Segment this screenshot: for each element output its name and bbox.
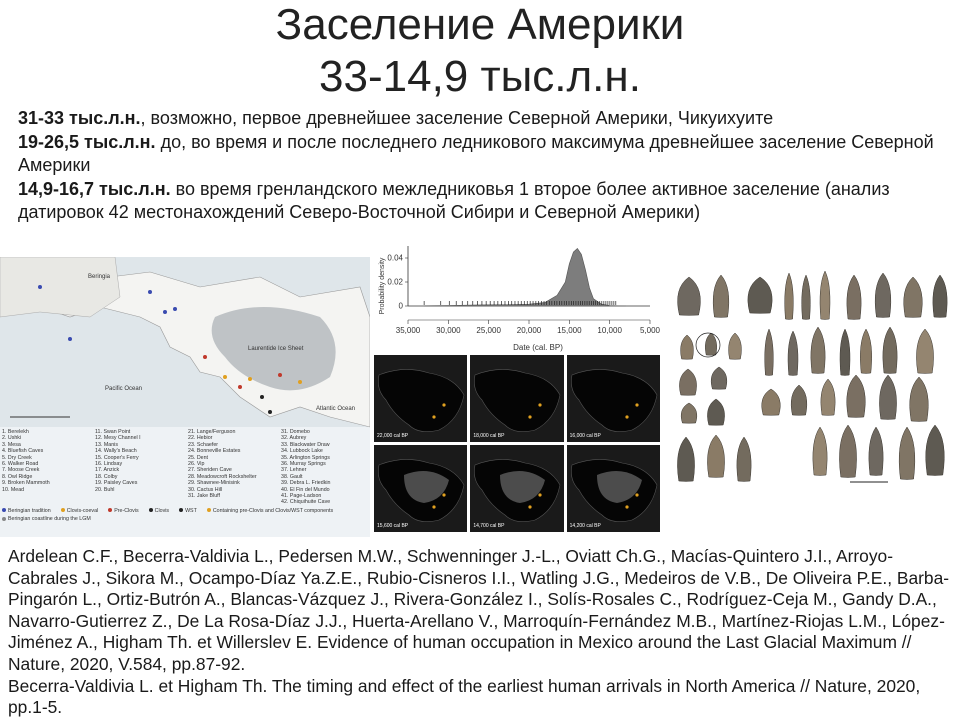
legend-symbol-item (207, 508, 333, 514)
legend-marker-icon (207, 508, 211, 512)
reference-1: Ardelean C.F., Becerra-Valdivia L., Pedersen M.W., Schwenninger J.-L., Oviatt Ch.G., Macías-Quintero J.I., Arroyo-Cabrales J., Sikora M., Ocampo-Díaz Ya.Z.E., Rubio-Cisneros I.I., Watling J.G., Medeiros de V.B., De Oliveira P.E., Barba-Pingarón L., Ortiz-Butrón A., Blancas-Vázquez J., Rivera-González I., Solís-Rosales C., Rodríguez-Ceja M., Gandy D.A., Navarro-Gutierrez Z., De La Rosa-Díaz J.J., Huerta-Arellano V., Marroquín-Fernández M.B., Martínez-Riojas L.M., López-Jiménez A., Higham Th. et Willerslev E. Evidence of human occupation in Mexico around the Last Glacial Maximum // Nature, 2020, V.584, pp.87-92. (8, 546, 950, 674)
site-marker (68, 337, 72, 341)
legend-column (281, 429, 368, 506)
legend-symbol-item (2, 516, 91, 522)
atlantic-label: Atlantic Ocean (316, 406, 356, 412)
x-tick-label: 20,000 (516, 326, 542, 335)
legend-site: 39. Debra L. Friedkin (281, 480, 331, 487)
legend-marker-icon (108, 508, 112, 512)
stone-tool-artifact (707, 399, 724, 425)
site-dot (432, 505, 435, 508)
legend-symbols (2, 508, 368, 523)
legend-marker-icon (2, 517, 6, 521)
y-axis-label: Probability density (379, 257, 386, 315)
stone-tool-artifact (904, 277, 923, 317)
legend-site: 31. Domebo (281, 429, 310, 435)
y-tick-label: 0 (398, 301, 403, 311)
stone-tool-artifact (785, 273, 794, 319)
legend-site: 13. Manis (95, 441, 118, 448)
density-area (424, 248, 626, 306)
stone-tool-artifact (729, 333, 742, 359)
legend-site: 3. Mesa (2, 441, 21, 448)
x-tick-label: 25,000 (476, 326, 501, 335)
period-map-label: 22,000 cal BP (377, 433, 409, 439)
site-marker (173, 307, 177, 311)
slide-title: Заселение Америки (275, 0, 685, 49)
stone-tool-artifact (788, 331, 798, 375)
legend-site: 24. Bonneville Estates (188, 448, 241, 455)
site-dot (539, 493, 542, 496)
site-dot (442, 403, 445, 406)
y-tick-label: 0.02 (387, 277, 403, 287)
legend-site: 31. Jake Bluff (188, 493, 220, 500)
stone-tools-image (668, 267, 958, 499)
legend-marker-icon (179, 508, 183, 512)
stone-tool-artifact (762, 389, 781, 415)
legend-site: 22. Hebior (188, 435, 213, 442)
stone-tool-artifact (681, 403, 697, 423)
legend-site: 9. Broken Mammoth (2, 480, 50, 487)
beringia-area (0, 257, 120, 317)
site-dot (625, 415, 628, 418)
site-marker (238, 385, 242, 389)
stone-tool-artifact (813, 427, 827, 475)
period-map-image (374, 445, 467, 532)
legend-symbol-item (179, 508, 197, 514)
site-marker (298, 380, 302, 384)
legend-site: 35. Arlington Springs (281, 454, 330, 461)
stone-tool-artifact (839, 425, 856, 478)
site-dot (432, 415, 435, 418)
legend-site: 4. Bluefish Caves (2, 448, 44, 455)
legend-site: 20. Buhl (95, 486, 115, 493)
legend-symbol-item (2, 508, 51, 514)
site-marker (148, 290, 152, 294)
six-maps-grid (374, 355, 660, 532)
stone-tool-artifact (875, 273, 891, 317)
stone-tool-artifact (737, 437, 751, 481)
legend-symbol-label: Pre-Clovis (114, 507, 139, 514)
x-tick-label: 5,000 (639, 326, 660, 335)
stone-tool-artifact (869, 427, 883, 475)
paragraph-1 (18, 107, 948, 131)
legend-site: 27. Sheriden Cave (188, 467, 232, 474)
stone-tool-artifact (802, 275, 811, 319)
legend-marker-icon (61, 508, 65, 512)
legend-site: 5. Dry Creek (2, 454, 32, 461)
stone-tool-artifact (879, 375, 896, 419)
x-tick-label: 15,000 (557, 326, 582, 335)
paragraph-3-text: во время гренландского межледниковья 1 второе более активное заселение (анализ датировок 42 местонахождений Северо-Восточной Сибири и Северной Америки) (18, 178, 890, 222)
pacific-label: Pacific Ocean (105, 386, 143, 392)
legend-site: 7. Moose Creek (2, 467, 40, 474)
legend-marker-icon (2, 508, 6, 512)
legend-site: 1. Berelekh (2, 429, 29, 435)
site-marker (260, 395, 264, 399)
date-range-2: 19-26,5 тыс.л.н. (18, 131, 156, 152)
site-dot (539, 403, 542, 406)
period-map (567, 445, 660, 532)
paragraph-3 (18, 178, 948, 225)
date-range-1: 31-33 тыс.л.н. (18, 108, 141, 128)
paragraph-2 (18, 131, 948, 178)
x-tick-label: 35,000 (395, 326, 421, 335)
stone-tool-artifact (860, 329, 871, 373)
legend-column (188, 429, 275, 506)
site-dot (442, 493, 445, 496)
site-marker (163, 310, 167, 314)
legend-symbol-label: WST (185, 507, 197, 514)
site-marker (203, 355, 207, 359)
continent-shape (571, 369, 657, 431)
period-map-image (470, 355, 563, 442)
beringia-label: Beringia (88, 274, 111, 280)
period-map-image (567, 355, 660, 442)
site-marker (223, 375, 227, 379)
legend-site: 19. Paisley Caves (95, 480, 138, 487)
legend-site: 23. Schaefer (188, 441, 219, 448)
site-dot (635, 493, 638, 496)
legend-column (95, 429, 182, 506)
continent-shape (378, 369, 464, 431)
stone-tool-artifact (840, 329, 850, 375)
legend-symbol-label: Clovis (154, 507, 170, 514)
legend-site: 21. Lange/Ferguson (188, 429, 236, 435)
legend-site: 33. Blackwater Draw (281, 441, 330, 448)
period-map-label: 18,000 cal BP (473, 433, 505, 439)
stone-tool-artifact (791, 385, 807, 415)
stone-tool-artifact (707, 435, 724, 477)
legend-symbol-label: Beringian coastline during the LGM (8, 516, 91, 523)
legend-symbol-label: Clovis-coeval (66, 507, 99, 514)
map-legend (2, 429, 368, 535)
legend-symbol-label: Containing pre-Clovis and Clovis/WST components (212, 507, 334, 514)
period-map-label: 14,200 cal BP (569, 523, 601, 529)
stone-tool-artifact (713, 275, 729, 317)
period-map (374, 445, 467, 532)
stone-tools-figure (668, 267, 958, 499)
references (8, 546, 953, 719)
site-marker (268, 410, 272, 414)
legend-site: 34. Lubbock Lake (281, 448, 323, 455)
body-text (18, 107, 948, 225)
legend-marker-icon (149, 508, 153, 512)
legend-site: 18. Colby (95, 473, 118, 480)
probability-chart-figure (372, 238, 660, 355)
legend-site: 2. Ushki (2, 435, 22, 442)
continent-shape (475, 369, 561, 431)
legend-site: 38. Gault (281, 473, 303, 480)
site-dot (529, 415, 532, 418)
site-marker (248, 377, 252, 381)
paragraph-2-text: до, во время и после последнего ледникового максимума древнейшее заселение Северной Америки (18, 131, 934, 175)
legend-site: 41. Page-Ladson (281, 493, 322, 500)
stone-tool-artifact (821, 379, 835, 415)
legend-site: 30. Cactus Hill (188, 486, 223, 493)
legend-site: 32. Aubrey (281, 435, 307, 442)
stone-tool-artifact (678, 277, 701, 315)
reference-2: Becerra-Valdivia L. et Higham Th. The timing and effect of the earliest human arrivals in North America // Nature, 2020, pp.1-5. (8, 675, 921, 718)
stone-tool-artifact (847, 275, 861, 319)
legend-site: 11. Swan Point (95, 429, 131, 435)
period-map-label: 14,700 cal BP (473, 523, 505, 529)
legend-site: 26. Vip (188, 461, 205, 468)
legend-site: 10. Mead (2, 486, 25, 493)
legend-site: 14. Wally's Beach (95, 448, 137, 455)
stone-tool-artifact (883, 327, 897, 373)
probability-density-chart (372, 238, 660, 355)
period-map (567, 355, 660, 442)
stone-tool-artifact (711, 367, 727, 389)
stone-tool-artifact (820, 271, 830, 319)
legend-site: 40. El Fin del Mundo (281, 486, 330, 493)
legend-site: 16. Lindsay (95, 461, 123, 468)
legend-site: 29. Shawnee-Minisink (188, 480, 240, 487)
legend-site: 12. Mesy Channel I (95, 435, 141, 442)
period-map-label: 16,000 cal BP (569, 433, 601, 439)
period-map-image (470, 445, 563, 532)
legend-site: 25. Dent (188, 454, 209, 461)
stone-tool-artifact (811, 327, 825, 373)
site-dot (635, 403, 638, 406)
legend-symbol-label: Beringian tradition (8, 507, 51, 514)
site-marker (278, 373, 282, 377)
site-dot (625, 505, 628, 508)
stone-tool-artifact (916, 329, 933, 373)
y-tick-label: 0.04 (387, 253, 403, 263)
slide-subtitle: 33-14,9 тыс.л.н. (319, 52, 641, 101)
legend-symbol-item (149, 508, 169, 514)
period-map-image (374, 355, 467, 442)
legend-site: 15. Cooper's Ferry (95, 454, 139, 461)
stone-tool-artifact (847, 375, 866, 417)
legend-symbol-item (61, 508, 99, 514)
site-dot (529, 505, 532, 508)
stone-tool-artifact (926, 425, 945, 476)
stone-tool-artifact (677, 437, 694, 481)
six-maps-figure (374, 355, 660, 535)
laurentide-label: Laurentide Ice Sheet (248, 346, 304, 352)
legend-site: 6. Walker Road (2, 461, 39, 468)
stone-tool-artifact (933, 275, 947, 317)
period-map (470, 355, 563, 442)
period-map (374, 355, 467, 442)
legend-columns (2, 429, 368, 506)
stone-tool-artifact (679, 369, 696, 395)
period-map-label: 15,600 cal BP (377, 523, 409, 529)
x-tick-label: 10,000 (597, 326, 622, 335)
stone-tool-artifact (910, 377, 929, 421)
legend-column (2, 429, 89, 506)
legend-site: 17. Anzick (95, 467, 120, 474)
date-range-3: 14,9-16,7 тыс.л.н. (18, 178, 171, 199)
legend-site: 8. Owl Ridge (2, 473, 33, 480)
stone-tool-artifact (899, 427, 915, 480)
site-map-figure (0, 257, 370, 537)
legend-symbol-item (108, 508, 138, 514)
stone-tool-artifact (681, 335, 694, 359)
x-axis-label: Date (cal. BP) (513, 343, 563, 352)
period-map (470, 445, 563, 532)
stone-tool-artifact (705, 333, 716, 355)
stone-tool-artifact (765, 329, 774, 375)
x-tick-label: 30,000 (436, 326, 461, 335)
stone-tool-artifact (748, 277, 772, 313)
legend-site: 36. Murray Springs (281, 461, 326, 468)
legend-site: 37. Lehner (281, 467, 307, 474)
paragraph-1-text: , возможно, первое древнейшее заселение Северной Америки, Чикуихуите (140, 108, 774, 128)
site-marker (38, 285, 42, 289)
legend-site: 28. Meadowcroft Rockshelter (188, 473, 257, 480)
legend-site: 42. Chiquihuite Cave (281, 499, 331, 506)
period-map-image (567, 445, 660, 532)
